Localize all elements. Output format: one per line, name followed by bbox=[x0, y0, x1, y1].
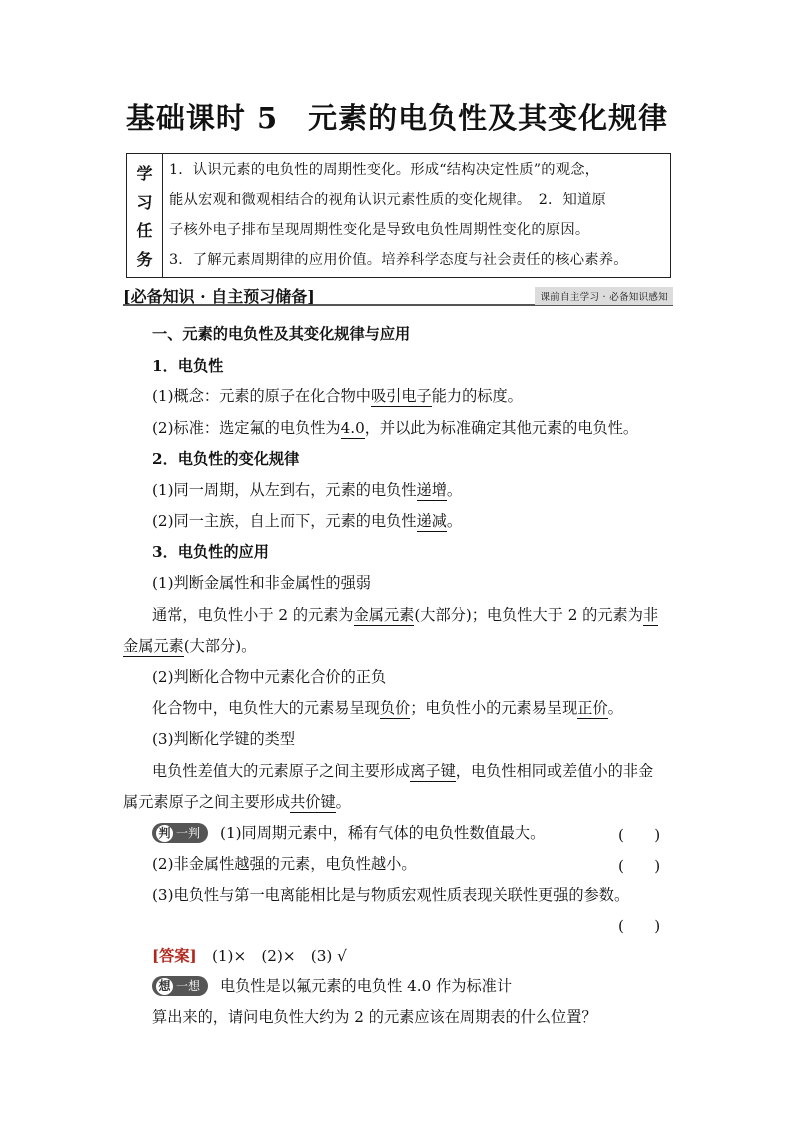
answer-paren: ( ) bbox=[618, 917, 661, 935]
blank-answer: 吸引电子 bbox=[370, 387, 432, 405]
question-text: (1)同周期元素中，稀有气体的电负性数值最大。 bbox=[220, 824, 546, 842]
text: 属元素原子之间主要形成 bbox=[123, 793, 291, 811]
text: 。 bbox=[335, 793, 351, 811]
concept-line bbox=[152, 385, 523, 406]
task-label-char: 务 bbox=[136, 250, 153, 270]
standard-line bbox=[152, 417, 638, 438]
text: 通常，电负性小于 2 的元素为 bbox=[152, 606, 354, 624]
page-title: 基础课时 5 元素的电负性及其变化规律 bbox=[125, 101, 669, 135]
subheading-trends: 2．电负性的变化规律 bbox=[152, 450, 300, 468]
text: ；电负性小的元素易呈现 bbox=[410, 699, 578, 717]
task-line: 子核外电子排布呈现周期性变化是导致电负性周期性变化的原因。 bbox=[169, 222, 590, 238]
badge-char: 判 bbox=[156, 825, 173, 842]
blank-answer: 4.0 bbox=[340, 419, 365, 437]
task-label bbox=[127, 154, 163, 277]
app-3-title: (3)判断化学键的类型 bbox=[152, 730, 296, 748]
task-line: 1．认识元素的电负性的周期性变化。形成“结构决定性质”的观念， bbox=[169, 162, 600, 178]
text: 能力的标度。 bbox=[431, 387, 523, 405]
think-line1 bbox=[152, 975, 512, 996]
blank-answer: 非 bbox=[642, 606, 659, 624]
think-text: 电负性是以氟元素的电负性 4.0 作为标准计 bbox=[220, 977, 513, 995]
trend-period-line bbox=[152, 479, 462, 500]
task-line: 3．了解元素周期律的应用价值。培养科学态度与社会责任的核心素养。 bbox=[169, 252, 628, 268]
text: 。 bbox=[607, 699, 623, 717]
blank-answer: 负价 bbox=[379, 699, 411, 717]
judge-badge bbox=[152, 823, 208, 843]
badge-char: 想 bbox=[156, 978, 173, 995]
think-line2: 算出来的，请问电负性大约为 2 的元素应该在周期表的什么位置？ bbox=[152, 1008, 597, 1026]
section-header bbox=[123, 284, 673, 306]
task-label-char: 学 bbox=[136, 163, 153, 183]
section-tag: 课前自主学习 · 必备知识感知 bbox=[535, 287, 673, 305]
badge-text: 一判 bbox=[176, 826, 201, 840]
badge-text: 一想 bbox=[176, 979, 201, 993]
text: (2)标准：选定氟的电负性为 bbox=[152, 419, 341, 437]
app-2-para bbox=[152, 697, 623, 718]
task-line: 能从宏观和微观相结合的视角认识元素性质的变化规律。 2．知道原 bbox=[169, 192, 607, 208]
text: 化合物中，电负性大的元素易呈现 bbox=[152, 699, 380, 717]
judge-q3: (3)电负性与第一电离能相比是与物质宏观性质表现关联性更强的参数。 bbox=[152, 886, 630, 904]
text: 电负性差值大的元素原子之间主要形成 bbox=[152, 762, 411, 780]
app-1-para-line2 bbox=[123, 635, 256, 656]
blank-answer: 正价 bbox=[577, 699, 608, 717]
text: 。 bbox=[446, 481, 463, 499]
blank-answer: 金属元素 bbox=[123, 637, 184, 655]
answer-label: [答案] bbox=[152, 947, 197, 965]
answer-text: (1)× (2)× (3) √ bbox=[196, 947, 347, 965]
text: ，电负性相同或差值小的非金 bbox=[455, 762, 654, 780]
judge-q1 bbox=[152, 822, 545, 843]
subheading-applications: 3．电负性的应用 bbox=[152, 543, 269, 561]
blank-answer: 递增 bbox=[416, 481, 447, 499]
app-1-para-line1 bbox=[152, 604, 658, 625]
app-3-para-line1 bbox=[152, 760, 653, 781]
subheading-electronegativity: 1．电负性 bbox=[152, 357, 224, 375]
task-content bbox=[163, 154, 670, 277]
app-3-para-line2 bbox=[123, 791, 351, 812]
judge-q2: (2)非金属性越强的元素，电负性越小。 bbox=[152, 855, 417, 873]
think-badge bbox=[152, 976, 208, 996]
learning-task-box bbox=[126, 153, 671, 278]
app-2-title: (2)判断化合物中元素化合价的正负 bbox=[152, 668, 387, 686]
blank-answer: 递减 bbox=[416, 512, 447, 530]
text: (大部分)。 bbox=[183, 637, 257, 655]
answer-paren: ( ) bbox=[618, 826, 661, 844]
text: (2)同一主族，自上而下，元素的电负性 bbox=[152, 512, 417, 530]
answer-paren: ( ) bbox=[618, 857, 661, 875]
text: (1)概念：元素的原子在化合物中 bbox=[152, 387, 371, 405]
heading-1: 一、元素的电负性及其变化规律与应用 bbox=[152, 325, 411, 343]
answer-line bbox=[152, 945, 347, 966]
text: 。 bbox=[446, 512, 463, 530]
text: ，并以此为标准确定其他元素的电负性。 bbox=[364, 419, 639, 437]
task-label-char: 任 bbox=[136, 221, 153, 241]
trend-group-line bbox=[152, 510, 462, 531]
blank-answer: 金属元素 bbox=[353, 606, 415, 624]
text: (1)同一周期，从左到右，元素的电负性 bbox=[152, 481, 417, 499]
task-label-char: 习 bbox=[136, 192, 153, 212]
blank-answer: 共价键 bbox=[290, 793, 336, 811]
blank-answer: 离子键 bbox=[410, 762, 456, 780]
text: (大部分)；电负性大于 2 的元素为 bbox=[414, 606, 643, 624]
app-1-title: (1)判断金属性和非金属性的强弱 bbox=[152, 574, 371, 592]
section-title: [必备知识 · 自主预习储备] bbox=[123, 287, 315, 306]
